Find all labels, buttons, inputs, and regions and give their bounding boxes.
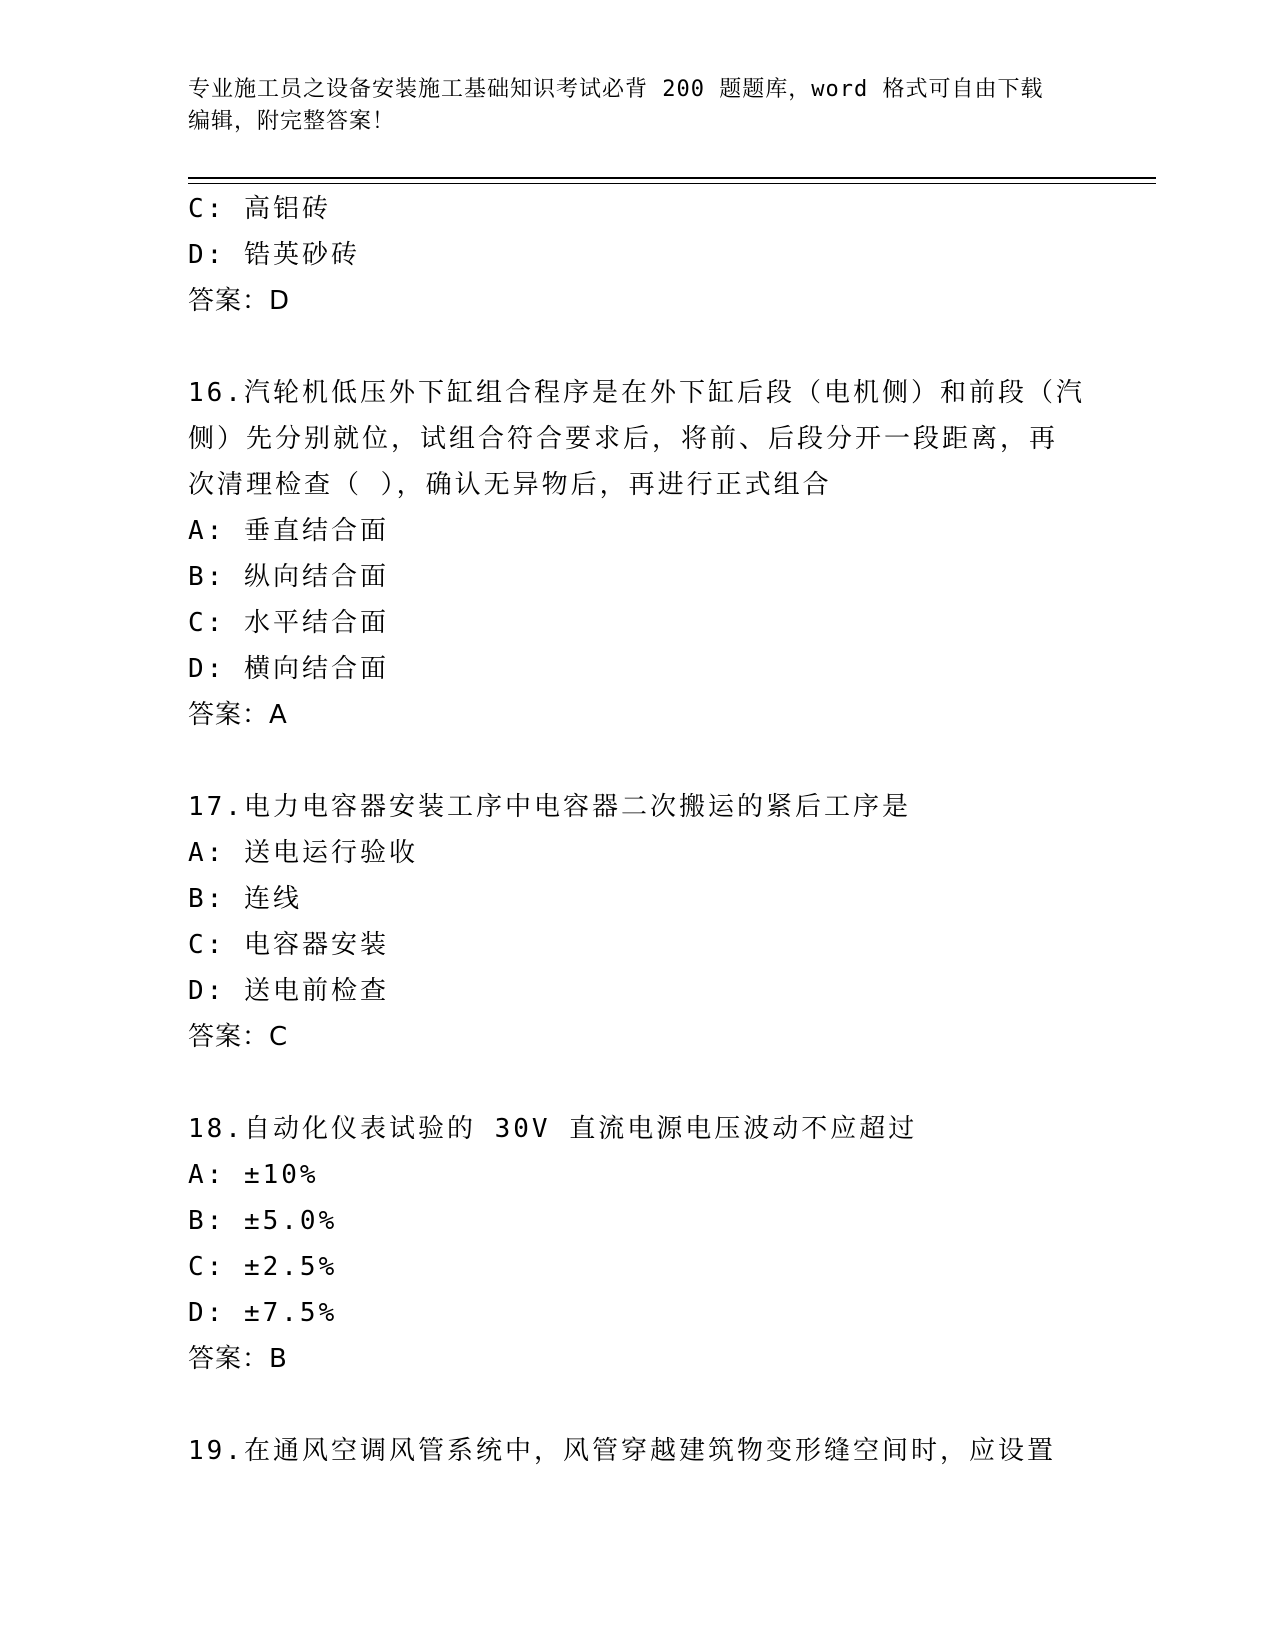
question-text-line: 17.电力电容器安装工序中电容器二次搬运的紧后工序是: [188, 792, 911, 822]
option-a: A: 垂直结合面: [188, 516, 389, 546]
spacer: [188, 738, 1088, 784]
option-d: D: ±7.5%: [188, 1298, 338, 1328]
question-text-line: 18.自动化仪表试验的 30V 直流电源电压波动不应超过: [188, 1114, 918, 1144]
option-b: B: ±5.0%: [188, 1206, 338, 1236]
question-18: [188, 1106, 1088, 1382]
option-c: C: 电容器安装: [188, 930, 389, 960]
option-a: A: ±10%: [188, 1160, 319, 1190]
question-text-line: 19.在通风空调风管系统中，风管穿越建筑物变形缝空间时，应设置: [188, 1436, 1056, 1466]
option-a: A: 送电运行验收: [188, 838, 418, 868]
question-19: [188, 1428, 1088, 1474]
header-divider-thick: [188, 177, 1156, 179]
option-b: B: 连线: [188, 884, 302, 914]
spacer: [188, 1382, 1088, 1428]
question-text-line: 次清理检查（ ），确认无异物后，再进行正式组合: [188, 470, 832, 500]
header-line-2: 编辑，附完整答案！: [188, 109, 396, 134]
option-c: C: 高铝砖: [188, 194, 331, 224]
document-header: [188, 74, 1088, 138]
option-c: C: ±2.5%: [188, 1252, 338, 1282]
question-15-tail: [188, 186, 1088, 324]
header-divider-thin: [188, 183, 1156, 184]
answer: 答案：C: [188, 1022, 289, 1052]
option-c: C: 水平结合面: [188, 608, 389, 638]
answer: 答案：D: [188, 286, 291, 316]
question-17: [188, 784, 1088, 1060]
question-16: [188, 370, 1088, 738]
question-text-line: 侧）先分别就位，试组合符合要求后，将前、后段分开一段距离，再: [188, 424, 1059, 454]
spacer: [188, 1060, 1088, 1106]
option-d: D: 送电前检查: [188, 976, 389, 1006]
question-text-line: 16.汽轮机低压外下缸组合程序是在外下缸后段（电机侧）和前段（汽: [188, 378, 1085, 408]
spacer: [188, 324, 1088, 370]
answer: 答案：A: [188, 700, 288, 730]
header-line-1: 专业施工员之设备安装施工基础知识考试必背 200 题题库，word 格式可自由下载: [188, 77, 1044, 102]
question-list: [188, 186, 1088, 1474]
option-d: D: 锆英砂砖: [188, 240, 360, 270]
option-b: B: 纵向结合面: [188, 562, 389, 592]
answer: 答案：B: [188, 1344, 288, 1374]
option-d: D: 横向结合面: [188, 654, 389, 684]
